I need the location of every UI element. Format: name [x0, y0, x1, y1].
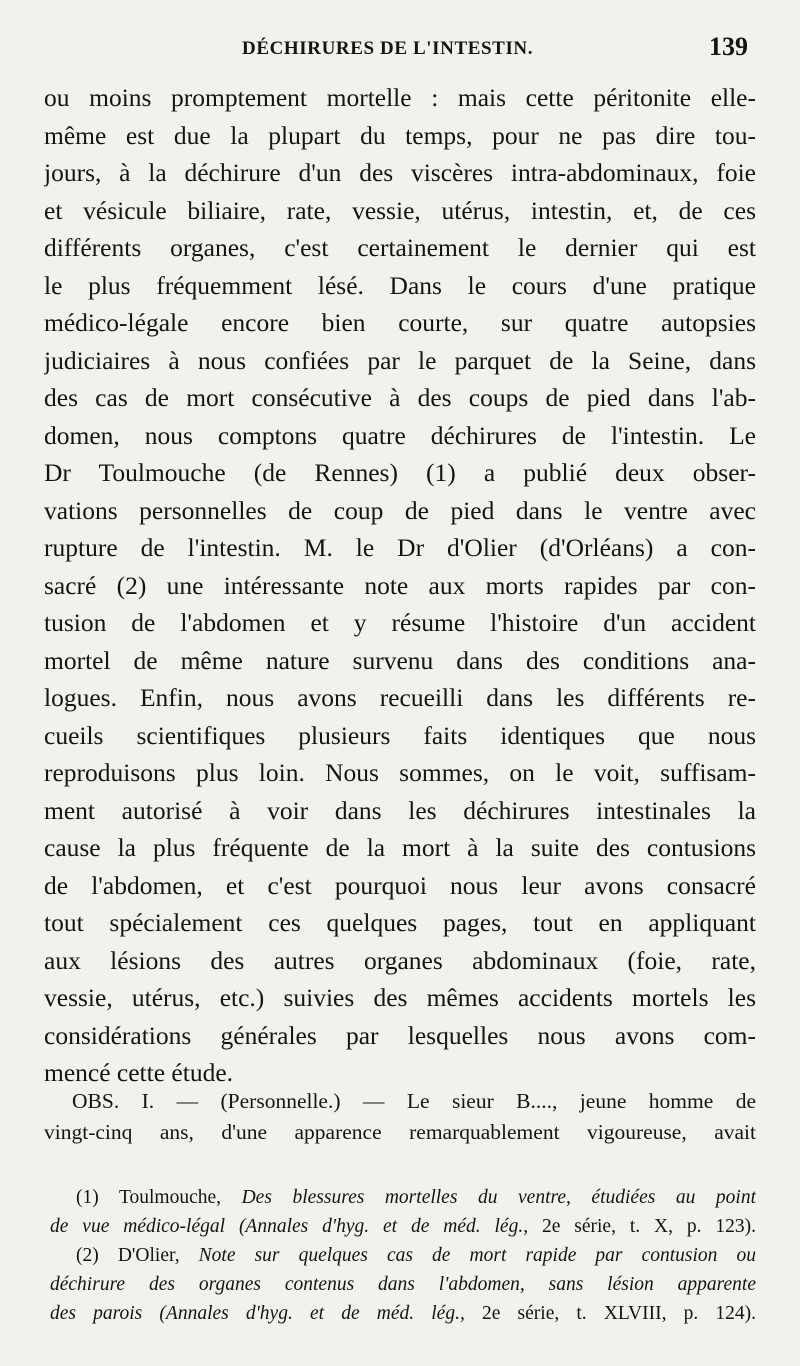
text-line: des cas de mort consécutive à des coups de pied dans l'ab-	[44, 383, 756, 412]
text-line: différents organes, c'est certainement le dernier qui est	[44, 233, 756, 262]
text-line: aux lésions des autres organes abdominaux (foie, rate,	[44, 945, 756, 975]
running-title: DÉCHIRURES DE L'INTESTIN.	[242, 38, 534, 59]
footnote-1-line	[50, 1212, 756, 1241]
text-line: tusion de l'abdomen et y résume l'histoire d'un accident	[44, 608, 756, 637]
text-line: cueils scientifiques plusieurs faits identiques que nous	[44, 720, 756, 750]
footnote-title: Note sur quelques cas de mort rapide par contusion ou	[198, 1245, 756, 1266]
text-line: considérations générales par lesquelles nous avons com-	[44, 1020, 756, 1050]
footnote-reference: (Annales d'hyg. et de méd. lég.,	[238, 1216, 529, 1237]
text-line: sacré (2) une intéressante note aux morts rapides par con-	[44, 570, 756, 600]
running-head	[0, 30, 800, 76]
page-number: 139	[709, 32, 748, 61]
text-line: cause la plus fréquente de la mort à la suite des contusions	[44, 833, 756, 862]
observation-paragraph	[44, 1086, 756, 1148]
text-line: judiciaires à nous confiées par le parquet de la Seine, dans	[44, 345, 756, 375]
footnote-number: (2)	[76, 1245, 99, 1266]
footnote-reference: 2e série, t. X, p. 123).	[541, 1216, 756, 1237]
text-line: jours, à la déchirure d'un des viscères intra-abdominaux, foie	[44, 158, 756, 187]
text-line: ment autorisé à voir dans les déchirures intestinales la	[44, 795, 756, 825]
text-line: rupture de l'intestin. M. le Dr d'Olier (d'Orléans) a con-	[44, 533, 756, 562]
text-line: le plus fréquemment lésé. Dans le cours d'une pratique	[44, 270, 756, 300]
footnote-2-line	[50, 1299, 756, 1328]
text-line: vations personnelles de coup de pied dans le ventre avec	[44, 495, 756, 525]
text-line: médico-légale encore bien courte, sur quatre autopsies	[44, 308, 756, 337]
footnote-2-line	[50, 1270, 756, 1299]
footnote-author: D'Olier,	[117, 1245, 180, 1266]
footnote-reference: 2e série, t. XLVIII, p. 124).	[482, 1303, 756, 1324]
text-line: tout spécialement ces quelques pages, tout en appliquant	[44, 908, 756, 937]
footnote-title: des parois	[50, 1303, 143, 1324]
text-line: ou moins promptement mortelle : mais cette péritonite elle-	[44, 83, 756, 112]
text-line: mencé cette étude.	[44, 1058, 234, 1087]
text-line: reproduisons plus loin. Nous sommes, on le voit, suffisam-	[44, 758, 756, 787]
footnote-author: Toulmouche,	[118, 1187, 222, 1208]
text-line: de l'abdomen, et c'est pourquoi nous leur avons consacré	[44, 870, 756, 900]
text-line: mortel de même nature survenu dans des conditions ana-	[44, 645, 756, 675]
footnote-reference: (Annales d'hyg. et de méd. lég.,	[159, 1303, 465, 1324]
body-paragraph	[44, 79, 756, 1092]
text-line: et vésicule biliaire, rate, vessie, utérus, intestin, et, de ces	[44, 195, 756, 225]
text-line: logues. Enfin, nous avons recueilli dans les différents re-	[44, 683, 756, 712]
text-line: Dr Toulmouche (de Rennes) (1) a publié deux obser-	[44, 458, 756, 487]
footnote-1-line	[50, 1183, 756, 1212]
footnote-number: (1)	[76, 1187, 99, 1208]
footnote-title: Des blessures mortelles du ventre, étudiées au point	[241, 1187, 756, 1208]
text-line: domen, nous comptons quatre déchirures de l'intestin. Le	[44, 420, 756, 450]
text-line: vessie, utérus, etc.) suivies des mêmes accidents mortels les	[44, 983, 756, 1012]
footnote-title: de vue médico-légal	[50, 1216, 226, 1237]
footnotes	[50, 1183, 756, 1328]
footnote-2-line	[50, 1241, 756, 1270]
text-line: même est due la plupart du temps, pour ne pas dire tou-	[44, 120, 756, 150]
observation-line: vingt-cinq ans, d'une apparence remarquablement vigoureuse, avait	[44, 1120, 756, 1144]
footnote-title: déchirure des organes contenus dans l'abdomen, sans lésion apparente	[50, 1274, 756, 1295]
observation-line: OBS. I. — (Personnelle.) — Le sieur B...., jeune homme de	[72, 1089, 756, 1113]
